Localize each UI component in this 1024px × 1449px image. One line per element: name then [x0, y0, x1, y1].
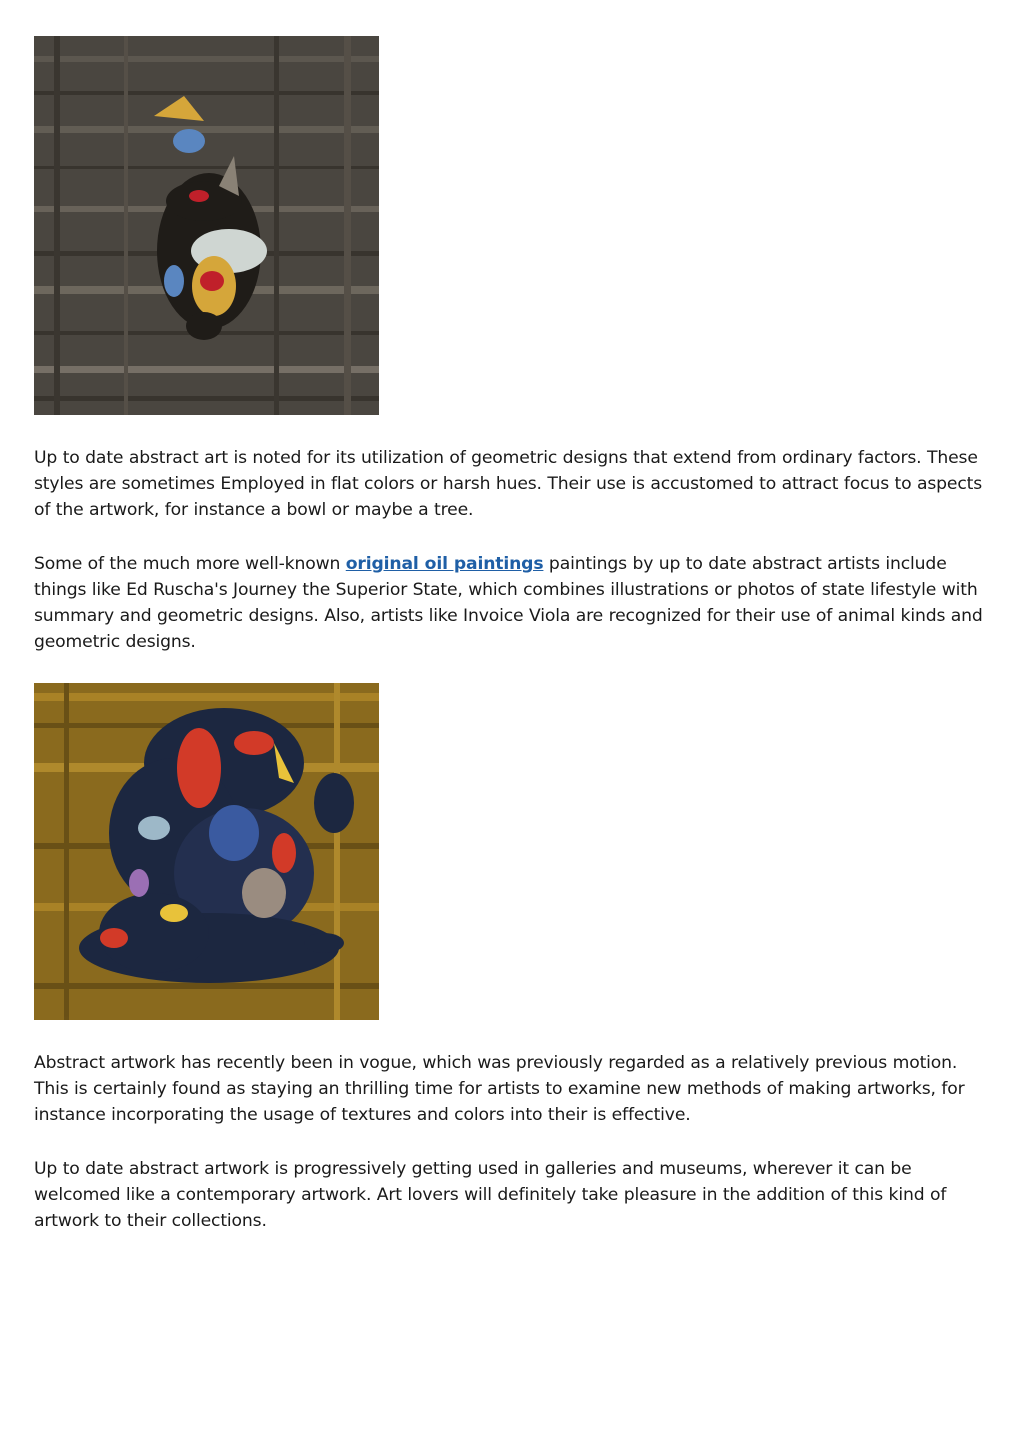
document-page	[34, 36, 990, 1234]
paragraph-2	[34, 551, 990, 655]
paragraph-3: Abstract artwork has recently been in vogue, which was previously regarded as a relatively previous motion. This is certainly found as staying an thrilling time for artists to examine new methods of making artworks, for instance incorporating the usage of textures and colors into their is effective.	[34, 1053, 965, 1125]
paragraph-1: Up to date abstract art is noted for its utilization of geometric designs that extend from ordinary factors. These styles are sometimes Employed in flat colors or harsh hues. Their use is accustomed to attract focus to aspects of the artwork, for instance a bowl or maybe a tree.	[34, 448, 983, 520]
paragraph-2-text-after: paintings by up to date abstract artists include things like Ed Ruscha's Journey the Superior State, which combines illustrations or photos of state lifestyle with summary and geometric designs. Also, artists like Invoice Viola are recognized for their use of animal kinds and geometric designs.	[34, 554, 983, 652]
original-oil-paintings-link[interactable]: original oil paintings	[345, 554, 544, 574]
painting-image-1	[34, 36, 379, 415]
paragraph-2-text-before: Some of the much more well-known	[34, 554, 346, 574]
painting-image-2	[34, 683, 379, 1020]
paragraph-4: Up to date abstract artwork is progressively getting used in galleries and museums, wherever it can be welcomed like a contemporary artwork. Art lovers will definitely take pleasure in the addition of this kind of artwork to their collections.	[34, 1159, 947, 1231]
